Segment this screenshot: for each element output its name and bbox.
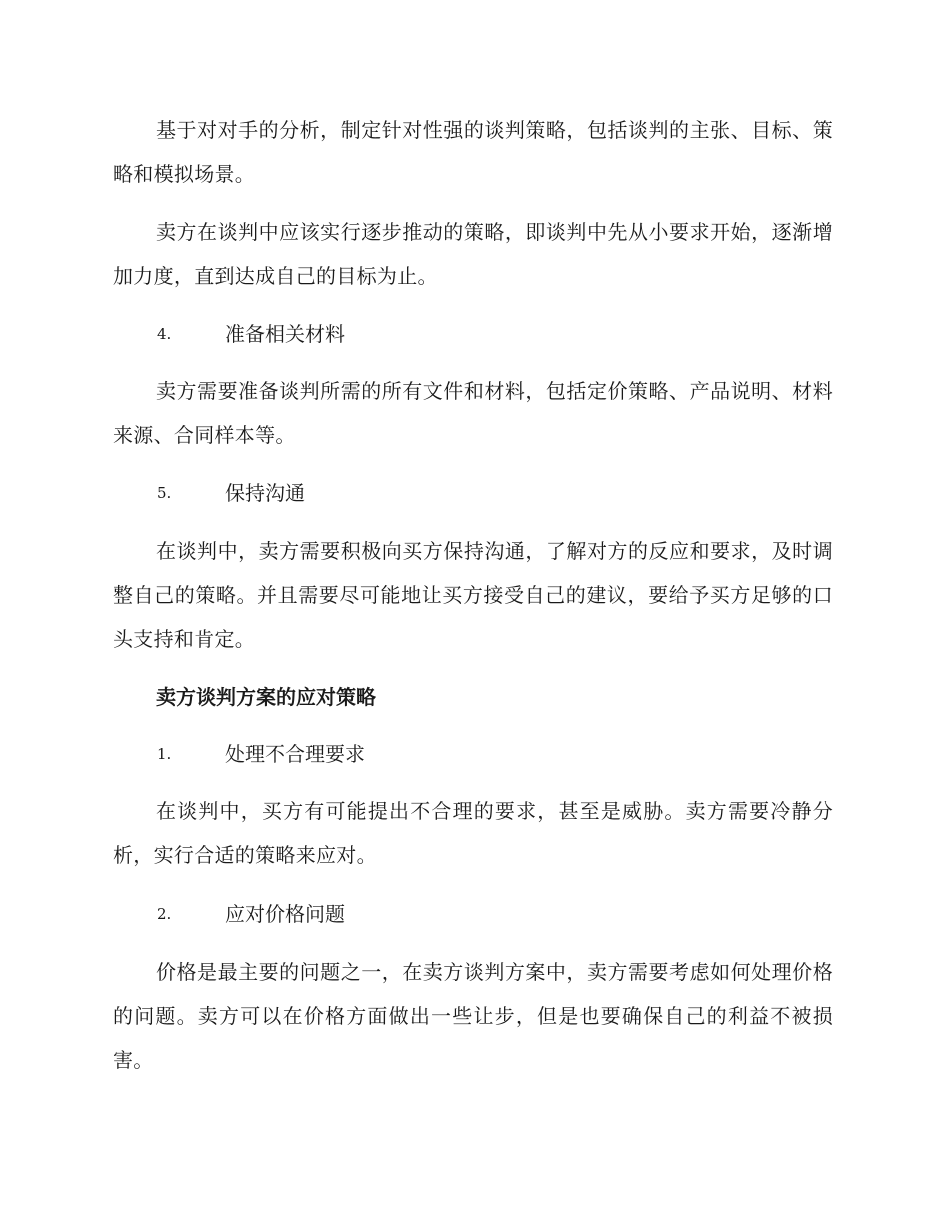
list-item-label: 应对价格问题	[225, 902, 345, 926]
list-item-label: 准备相关材料	[225, 322, 345, 346]
list-item-label: 保持沟通	[225, 481, 305, 505]
paragraph-prepare-materials: 卖方需要准备谈判所需的所有文件和材料，包括定价策略、产品说明、材料来源、合同样本等。	[113, 379, 833, 447]
list-item-unreasonable-demands	[113, 732, 833, 776]
list-item-label: 处理不合理要求	[225, 742, 365, 766]
section-heading: 卖方谈判方案的应对策略	[156, 685, 376, 709]
paragraph-unreasonable-demands: 在谈判中，买方有可能提出不合理的要求，甚至是威胁。卖方需要冷静分析，实行合适的策略来应对。	[113, 799, 833, 867]
list-item-price-issues	[113, 892, 833, 936]
list-number: 5.	[157, 484, 172, 502]
paragraph-gradual-push: 卖方在谈判中应该实行逐步推动的策略，即谈判中先从小要求开始，逐渐增加力度，直到达成自己的目标为止。	[113, 220, 833, 288]
list-item-prepare-materials	[113, 312, 833, 356]
list-number: 2.	[157, 905, 172, 923]
list-number: 4.	[157, 325, 172, 343]
paragraph-negotiation-strategy: 基于对对手的分析，制定针对性强的谈判策略，包括谈判的主张、目标、策略和模拟场景。	[113, 118, 833, 186]
paragraph-keep-communication: 在谈判中，卖方需要积极向买方保持沟通，了解对方的反应和要求，及时调整自己的策略。并且需要尽可能地让买方接受自己的建议，要给予买方足够的口头支持和肯定。	[113, 539, 833, 651]
paragraph-price-issues: 价格是最主要的问题之一，在卖方谈判方案中，卖方需要考虑如何处理价格的问题。卖方可以在价格方面做出一些让步，但是也要确保自己的利益不被损害。	[113, 960, 833, 1072]
list-item-keep-communication	[113, 471, 833, 515]
list-number: 1.	[157, 745, 172, 763]
